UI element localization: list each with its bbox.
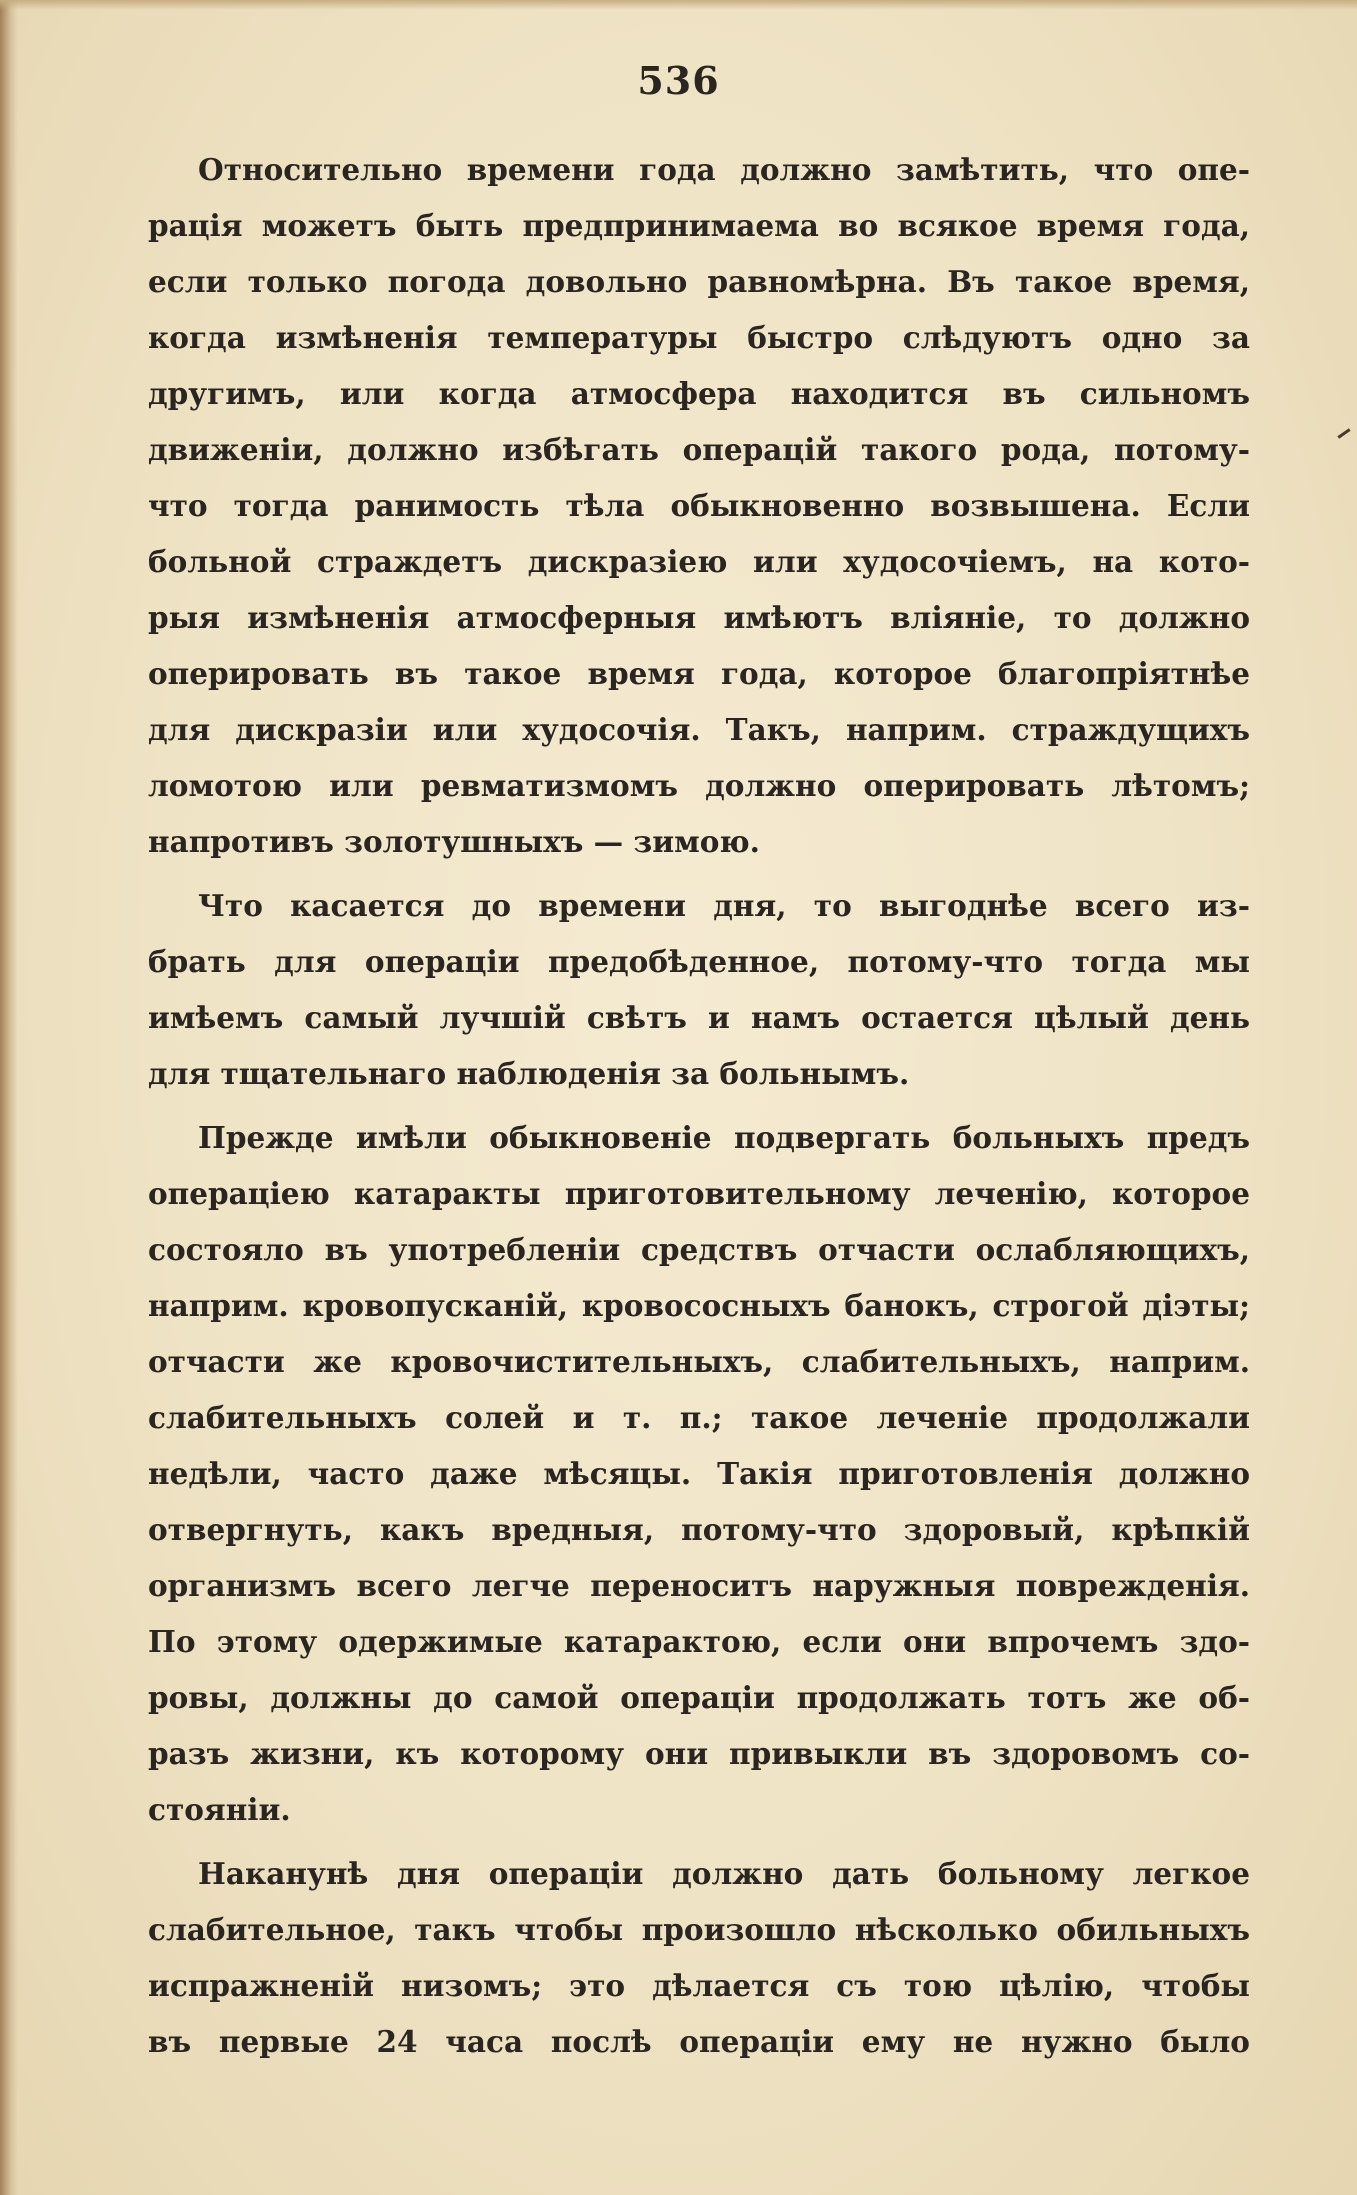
text-line: состояло въ употребленіи средствъ отчасти ослабляющихъ, [148,1232,1250,1267]
text-line: что тогда ранимость тѣла обыкновенно возвышена. Если [148,488,1250,523]
text-line: Прежде имѣли обыкновеніе подвергать больныхъ предъ [198,1120,1250,1155]
text-line: больной страждетъ дискразіею или худосочіемъ, на кото- [148,544,1250,579]
text-line: рація можетъ быть предпринимаема во всякое время года, [148,208,1250,243]
paragraph-1 [148,142,1250,870]
paragraph-4 [148,1846,1250,2070]
text-line: движеніи, должно избѣгать операцій такого рода, потому- [148,432,1250,467]
paragraph-2 [148,878,1250,1102]
text-line: слабительныхъ солей и т. п.; такое леченіе продолжали [148,1400,1250,1435]
body-text [148,142,1250,2078]
text-line: отвергнуть, какъ вредныя, потому-что здоровый, крѣпкій [148,1512,1250,1547]
text-line: организмъ всего легче переноситъ наружныя поврежденія. [148,1568,1250,1603]
text-line: Относительно времени года должно замѣтить, что опе- [198,152,1250,187]
text-line: напротивъ золотушныхъ — зимою. [148,824,760,859]
margin-mark [1337,428,1350,438]
page-binding-edge [0,0,18,2195]
text-line: наприм. кровопусканій, кровососныхъ банокъ, строгой діэты; [148,1288,1250,1323]
text-line: разъ жизни, къ которому они привыкли въ здоровомъ со- [148,1736,1250,1771]
text-line: брать для операціи предобѣденное, потому-что тогда мы [148,944,1250,979]
text-line: стояніи. [148,1792,291,1827]
text-line: для тщательнаго наблюденія за больнымъ. [148,1056,910,1091]
text-line: оперировать въ такое время года, которое благопріятнѣе [148,656,1250,691]
text-line: если только погода довольно равномѣрна. Въ такое время, [148,264,1250,299]
text-line: отчасти же кровочистительныхъ, слабительныхъ, наприм. [148,1344,1250,1379]
text-line: слабительное, такъ чтобы произошло нѣсколько обильныхъ [148,1912,1250,1947]
text-line: Наканунѣ дня операціи должно дать больному легкое [198,1856,1250,1891]
text-line: въ первые 24 часа послѣ операціи ему не нужно было [148,2024,1250,2059]
page-top-edge [0,0,1357,10]
text-line: имѣемъ самый лучшій свѣтъ и намъ остается цѣлый день [148,1000,1250,1035]
paragraph-3 [148,1110,1250,1838]
text-line: рыя измѣненія атмосферныя имѣютъ вліяніе, то должно [148,600,1250,635]
text-line: операціею катаракты приготовительному леченію, которое [148,1176,1250,1211]
text-line: другимъ, или когда атмосфера находится въ сильномъ [148,376,1250,411]
text-line: По этому одержимые катарактою, если они впрочемъ здо- [148,1624,1250,1659]
text-line: ломотою или ревматизмомъ должно оперировать лѣтомъ; [148,768,1250,803]
text-line: испражненій низомъ; это дѣлается съ тою цѣлію, чтобы [148,1968,1250,2003]
page-number: 536 [637,58,720,103]
text-line: недѣли, часто даже мѣсяцы. Такія приготовленія должно [148,1456,1250,1491]
text-line: для дискразіи или худосочія. Такъ, наприм. страждущихъ [148,712,1250,747]
text-line: когда измѣненія температуры быстро слѣдуютъ одно за [148,320,1250,355]
text-line: Что касается до времени дня, то выгоднѣе всего из- [198,888,1250,923]
text-line: ровы, должны до самой операціи продолжать тотъ же об- [148,1680,1250,1715]
